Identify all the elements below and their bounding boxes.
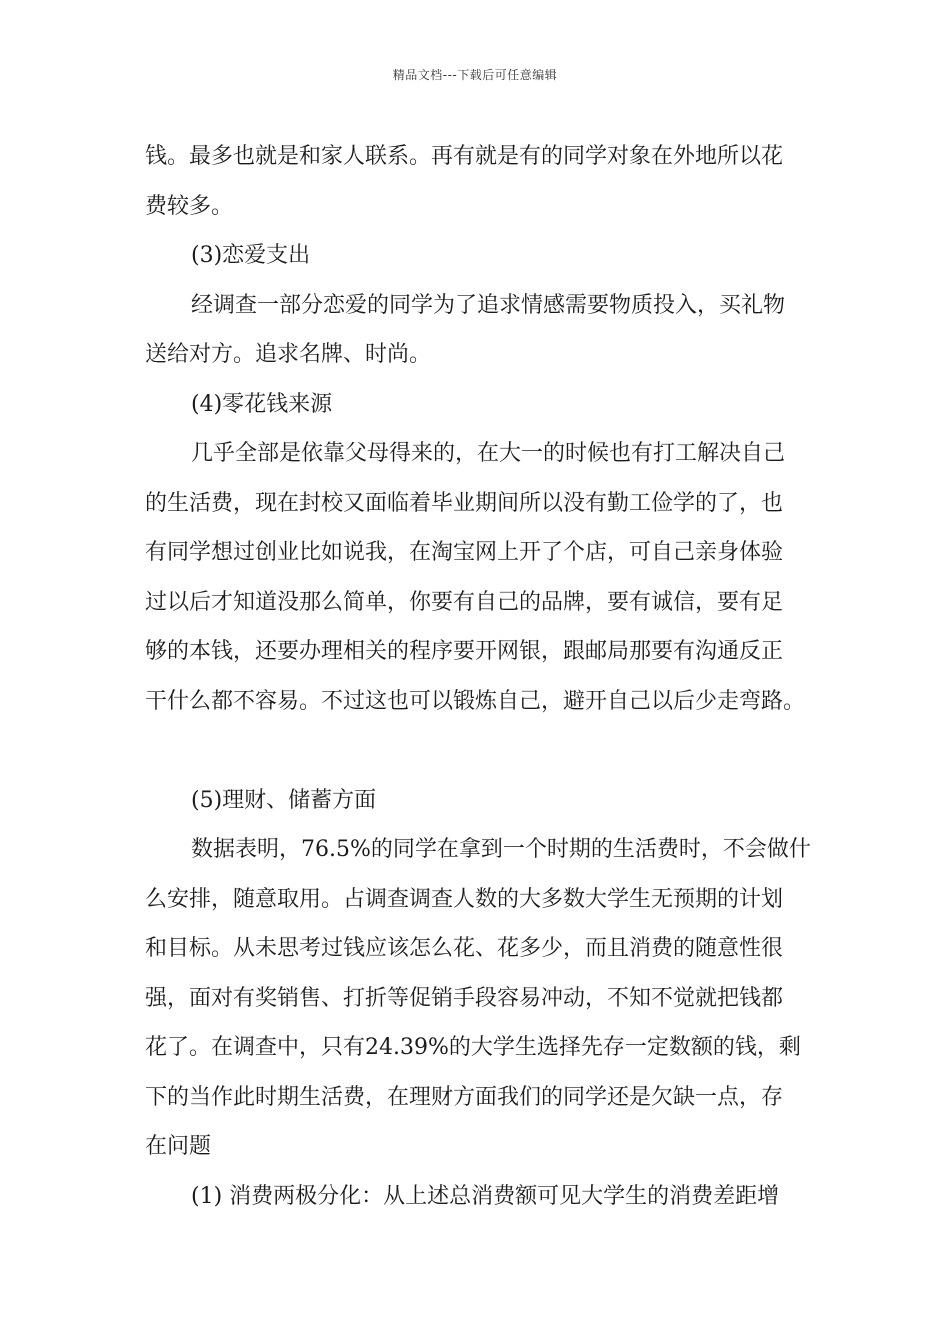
paragraph-line: 数据表明，76.5%的同学在拿到一个时期的生活费时，不会做什 [191,837,811,862]
paragraph-line: 和目标。从未思考过钱应该怎么花、花多少，而且消费的随意性很 [145,936,784,961]
paragraph-line: 费较多。 [145,193,234,219]
section-heading-4: (4)零花钱来源 [191,391,333,417]
paragraph-line: 够的本钱，还要办理相关的程序要开网银，跟邮局那要有沟通反正 [145,639,784,664]
paragraph-line: 下的当作此时期生活费，在理财方面我们的同学还是欠缺一点，存 [145,1084,784,1110]
paragraph-line: 在问题 [145,1134,212,1159]
document-body [145,132,835,1221]
paragraph-line: 有同学想过创业比如说我，在淘宝网上开了个店，可自己亲身体验 [145,540,784,565]
paragraph-line: 送给对方。追求名牌、时尚。 [145,342,432,367]
paragraph-gap [145,726,835,776]
list-item-1: (1) 消费两极分化：从上述总消费额可见大学生的消费差距增 [191,1183,780,1209]
paragraph-line: 过以后才知道没那么简单，你要有自己的品牌，要有诚信，要有足 [145,589,784,615]
paragraph-line: 花了。在调查中，只有24.39%的大学生选择先存一定数额的钱，剩 [145,1035,801,1060]
section-heading-3: (3)恋爱支出 [191,243,311,268]
paragraph-line: 经调查一部分恋爱的同学为了追求情感需要物质投入，买礼物 [191,292,786,318]
section-heading-5: (5)理财、储蓄方面 [191,787,377,813]
paragraph-line: 的生活费，现在封校又面临着毕业期间所以没有勤工俭学的了，也 [145,490,784,516]
page-header: 精品文档---下载后可任意编辑 [392,68,558,82]
paragraph-line: 几乎全部是依靠父母得来的，在大一的时候也有打工解决自己 [191,441,786,466]
paragraph-line: 强，面对有奖销售、打折等促销手段容易冲动，不知不觉就把钱都 [145,985,784,1011]
paragraph-line: 钱。最多也就是和家人联系。再有就是有的同学对象在外地所以花 [145,144,784,169]
paragraph-line: 干什么都不容易。不过这也可以锻炼自己，避开自己以后少走弯路。 [145,688,806,714]
paragraph-line: 么安排，随意取用。占调查调查人数的大多数大学生无预期的计划 [145,886,784,912]
